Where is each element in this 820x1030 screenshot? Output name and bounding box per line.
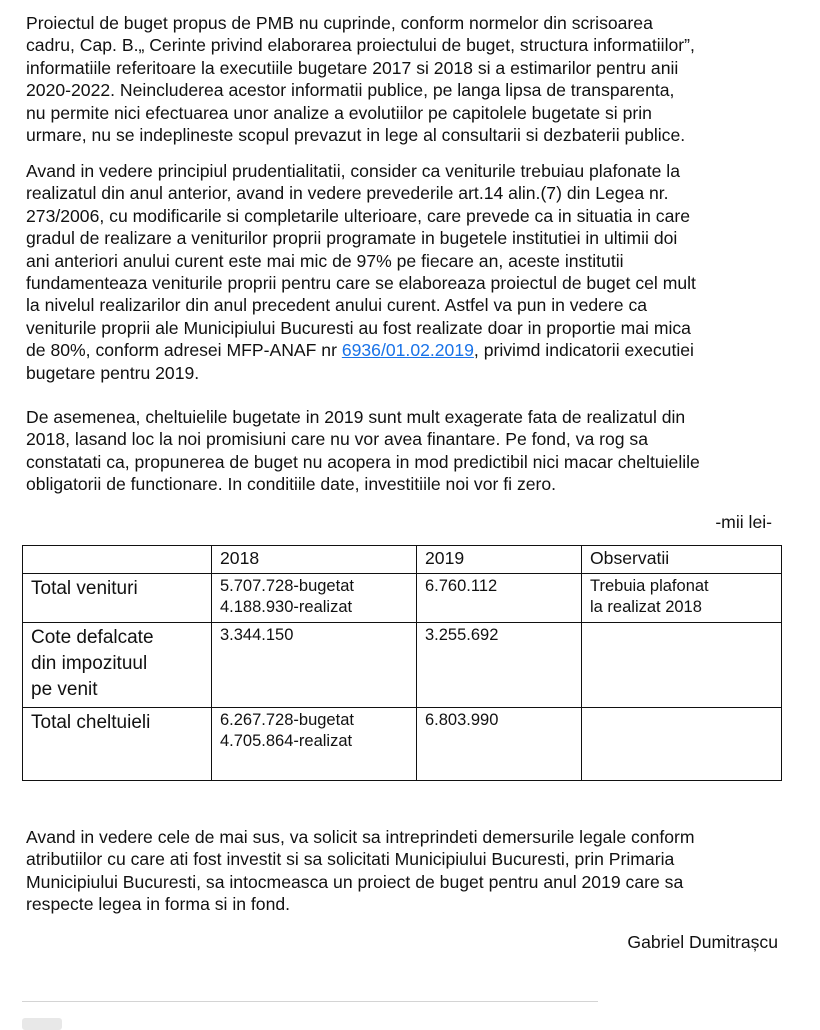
paragraph-cheltuieli: De asemenea, cheltuielile bugetate in 2019 sunt mult exagerate fata de realizatul din 2018, lasand loc la noi promisiuni care nu vor avea finantare. Pe fond, va rog sa constatati ca, propunerea de buget nu acopera in mod predictibil nici macar cheltuielile obligatorii de functionare. In conditiile date, investitiile noi vor fi zero. xyxy=(26,407,700,495)
paragraph-solicitare: Avand in vedere cele de mai sus, va solicit sa intreprindeti demersurile legale conform atributiilor cu care ati fost investit si sa solicitati Municipiului Bucuresti, prin Primaria Municipiului Bucuresti, sa intocmeasca un proiect de buget pentru anul 2019 care sa respecte legea in forma si in fond. xyxy=(26,827,695,915)
row-label: Total venituri xyxy=(23,574,212,623)
cell-2018: 5.707.728-bugetat 4.188.930-realizat xyxy=(212,574,417,623)
table-header-cell xyxy=(23,546,212,574)
cell-2018: 3.344.150 xyxy=(212,623,417,708)
table-row xyxy=(23,623,782,708)
signature: Gabriel Dumitrașcu xyxy=(627,932,778,952)
table-header-cell: Observatii xyxy=(582,546,782,574)
unit-label: -mii lei- xyxy=(715,512,772,532)
row-label: Total cheltuieli xyxy=(23,708,212,781)
reaction-placeholder xyxy=(22,1018,62,1030)
table-row xyxy=(23,574,782,623)
cell-observatii xyxy=(582,623,782,708)
table-header-row xyxy=(23,546,782,574)
table-row xyxy=(23,708,782,781)
cell-2019: 3.255.692 xyxy=(417,623,582,708)
row-label: Cote defalcate din impozituul pe venit xyxy=(23,623,212,708)
cell-2019: 6.760.112 xyxy=(417,574,582,623)
table-header-cell: 2019 xyxy=(417,546,582,574)
paragraph-intro: Proiectul de buget propus de PMB nu cuprinde, conform normelor din scrisoarea cadru, Cap. B.„ Cerinte privind elaborarea proiectului de buget, structura informatiilor”, informatiile referitoare la executiile bugetare 2017 si 2018 si a estimarilor pentru anii 2020-2022. Neincluderea acestor informatii publice, pe langa lipsa de transparenta, nu permite nici efectuarea unor analize a evolutiilor pe capitolele bugetate si prin urmare, nu se indeplineste scopul prevazut in lege al consultarii si dezbaterii publice. xyxy=(26,13,695,146)
anaf-address-link[interactable]: 6936/01.02.2019 xyxy=(341,340,474,361)
table-header-cell: 2018 xyxy=(212,546,417,574)
cell-2019: 6.803.990 xyxy=(417,708,582,781)
budget-table xyxy=(22,545,782,781)
paragraph-prudentialitate xyxy=(26,160,816,384)
cell-2018: 6.267.728-bugetat 4.705.864-realizat xyxy=(212,708,417,781)
divider xyxy=(22,1001,598,1002)
cell-observatii xyxy=(582,708,782,781)
paragraph-text: Avand in vedere principiul prudentialitatii, consider ca veniturile trebuiau plafonate la realizatul din anul anterior, avand in vedere prevederile art.14 alin.(7) din Legea nr. 273/2006, cu modificarile si completarile ulterioare, care prevede ca in situatia in care gradul de realizare a veniturilor proprii programate in bugetele institutiei in ultimii doi ani anteriori anului curent este mai mic de 97% pe fiecare an, aceste institutii fundamenteaza veniturile proprii pentru care se elaboreaza proiectul de buget cel mult la nivelul realizarilor din anul precedent anului curent. Astfel va pun in vedere ca veniturile proprii ale Municipiului Bucuresti au fost realizate doar in proportie mai mica de 80%, conform adresei MFP-ANAF nr xyxy=(26,161,696,361)
cell-observatii: Trebuia plafonat la realizat 2018 xyxy=(582,574,782,623)
paragraph-text: , privimd indicatorii executiei bugetare pentru 2019. xyxy=(26,340,694,383)
